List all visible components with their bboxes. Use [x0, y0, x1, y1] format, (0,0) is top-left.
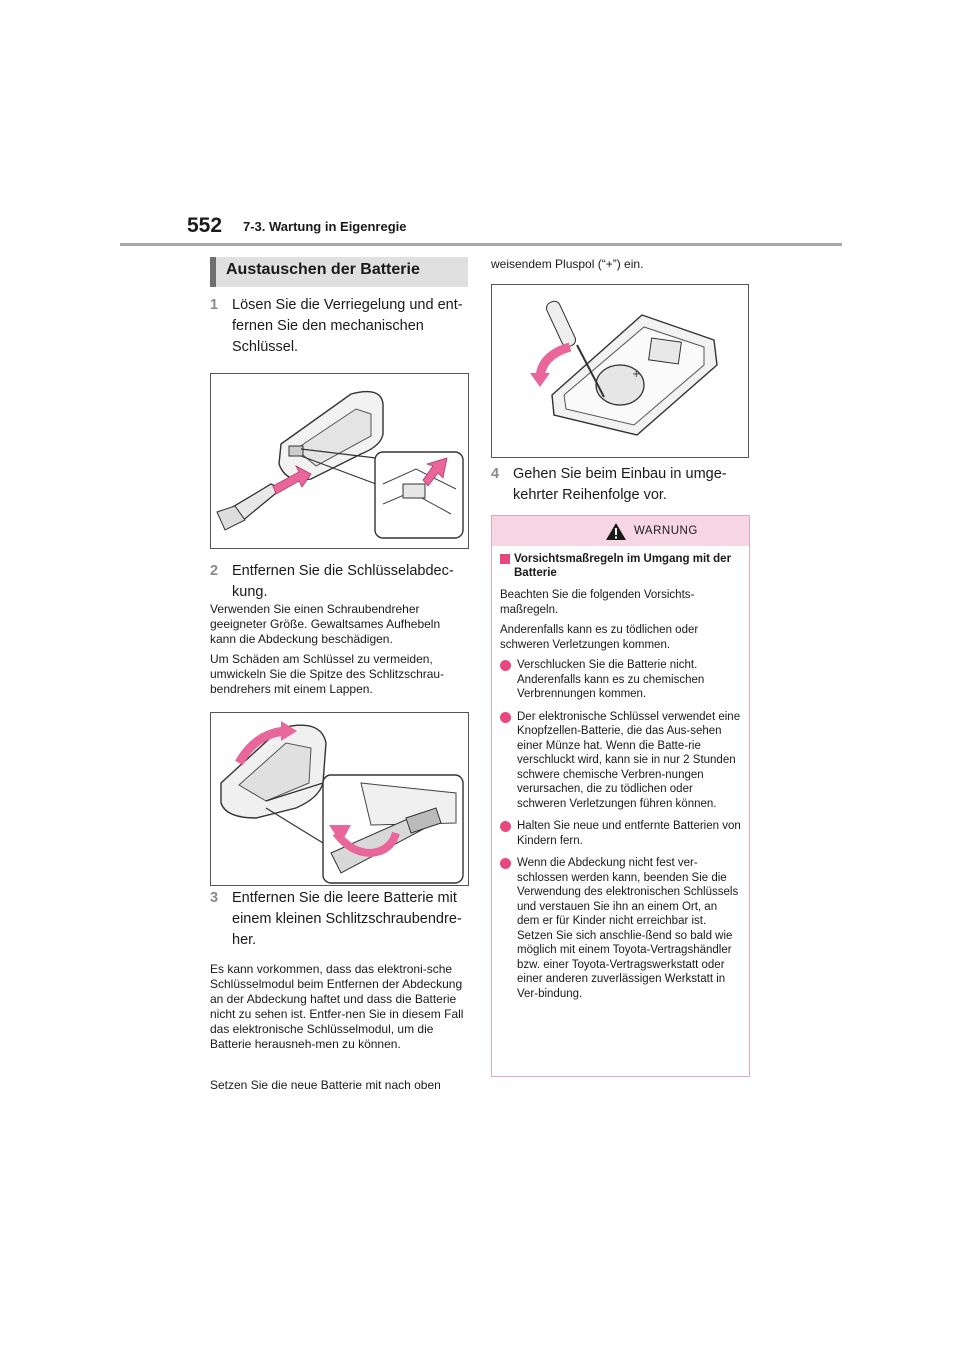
warning-bullet: [500, 710, 741, 812]
warning-bullet: [500, 658, 741, 702]
step-text: Gehen Sie beim Einbau in umge-kehrter Reihenfolge vor.: [513, 466, 727, 503]
warning-intro-1: Beachten Sie die folgenden Vorsichts-maßregeln.: [500, 589, 695, 616]
header-divider: [120, 243, 842, 246]
circle-bullet-icon: [500, 712, 511, 723]
figure-remove-cover: [210, 712, 469, 886]
step-text: Entfernen Sie die Schlüsselabdec-kung.: [232, 563, 454, 600]
step-number: 2: [210, 563, 219, 579]
figure-remove-battery: [491, 284, 749, 458]
warning-bullet-text: Verschlucken Sie die Batterie nicht. Anderenfalls kann es zu chemischen Verbrennungen kommen.: [517, 659, 705, 700]
figure-remove-mechanical-key: [210, 373, 469, 549]
key-removal-illustration: [211, 374, 468, 548]
warning-header: [492, 516, 749, 546]
warning-intro-2: Anderenfalls kann es zu tödlichen oder schweren Verletzungen kommen.: [500, 624, 699, 651]
warning-title-text: Vorsichtsmaßregeln im Umgang mit der Batterie: [514, 553, 732, 579]
warning-title: [500, 552, 741, 580]
warning-body: [492, 546, 749, 1001]
warning-bullet: [500, 819, 741, 848]
warning-bullet-text: Wenn die Abdeckung nicht fest ver-schlossen werden kann, beenden Sie die Verwendung des elektronischen Schlüssels und verstauen Sie ihn an einem Ort, an dem er für Kinder nicht erreichbar ist. Setzen Sie sich anschlie-ßend so bald wie möglich mit einem Toyota-Vertragshändler bzw. einer Toyota-Vertragswerkstatt oder einer anderen zuverlässigen Werkstatt in Ver-bindung.: [517, 857, 739, 1000]
warning-box: [491, 515, 750, 1077]
section-title: 7-3. Wartung in Eigenregie: [243, 219, 407, 234]
paragraph-insert-battery-cont: weisendem Pluspol (“+”) ein.: [491, 257, 644, 271]
circle-bullet-icon: [500, 660, 511, 671]
step-number: 1: [210, 297, 219, 313]
warning-triangle-icon: [605, 522, 627, 541]
paragraph-wrap-cloth: Um Schäden am Schlüssel zu vermeiden, umwickeln Sie die Spitze des Schlitzschrau-bendrehers mit einem Lappen.: [210, 652, 445, 696]
page-number: 552: [187, 214, 223, 237]
step-3: [210, 888, 472, 951]
step-text: Entfernen Sie die leere Batterie mit einem kleinen Schlitzschraubendre-her.: [232, 890, 462, 948]
svg-text:+: +: [632, 369, 641, 380]
circle-bullet-icon: [500, 858, 511, 869]
warning-bullet-text: Der elektronische Schlüssel verwendet eine Knopfzellen-Batterie, die das Aus-sehen einer Münze hat. Wenn die Batte-rie verschluckt wird, kann sie in nur 2 Stunden schwere chemische Verbren-nungen verursachen, die zu tödlichen oder schweren Verletzungen führen können.: [517, 710, 741, 810]
warning-label: WARNUNG: [634, 525, 698, 537]
step-text: Lösen Sie die Verriegelung und ent-fernen Sie den mechanischen Schlüssel.: [232, 297, 463, 355]
cover-removal-illustration: [211, 713, 468, 885]
section-heading: Austauschen der Batterie: [210, 257, 468, 287]
step-4: [491, 464, 753, 506]
step-2: [210, 561, 472, 603]
battery-removal-illustration: [492, 285, 748, 457]
warning-bullet-text: Halten Sie neue und entfernte Batterien von Kindern fern.: [517, 820, 741, 847]
paragraph-insert-battery: Setzen Sie die neue Batterie mit nach oben: [210, 1078, 441, 1092]
paragraph-module-sticks: Es kann vorkommen, dass das elektroni-sche Schlüsselmodul beim Entfernen der Abdeckung an der Abdeckung haftet und dass die Batterie nicht zu sehen ist. Entfer-nen Sie in diesem Fall das elektronische Schlüsselmodul, um die Batterie herausneh-men zu können.: [210, 962, 464, 1051]
step-1: [210, 295, 472, 358]
circle-bullet-icon: [500, 821, 511, 832]
square-bullet-icon: [500, 554, 510, 564]
paragraph-screwdriver-size: Verwenden Sie einen Schraubendreher geeigneter Größe. Gewaltsames Aufhebeln kann die Abdeckung beschädigen.: [210, 602, 441, 646]
step-number: 4: [491, 466, 500, 482]
step-number: 3: [210, 890, 219, 906]
warning-bullet: [500, 856, 741, 1001]
